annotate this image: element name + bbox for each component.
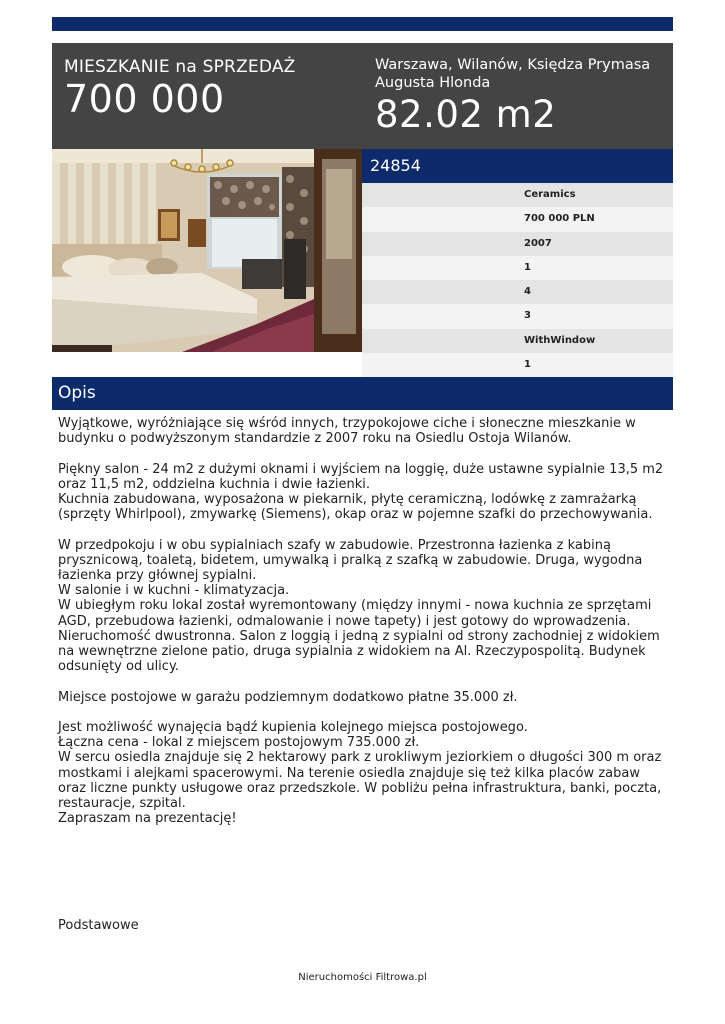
listing-price: 700 000	[64, 77, 225, 121]
property-photo	[52, 149, 362, 352]
description-section-bar	[52, 377, 673, 410]
spec-row	[362, 256, 673, 280]
footer-agency: Nieruchomości Filtrowa.pl	[298, 972, 427, 983]
top-accent-bar	[52, 17, 673, 31]
basic-section-label: Podstawowe	[58, 918, 139, 933]
spec-value: 3	[524, 310, 531, 322]
spec-table	[362, 183, 673, 377]
spec-value: WithWindow	[524, 334, 596, 346]
spec-row	[362, 353, 673, 377]
listing-area: 82.02 m2	[375, 93, 557, 136]
description-paragraph: Piękny salon - 24 m2 z dużymi oknami i wyjściem na loggię, duże ustawne sypialnie 13,5 m2 oraz 11,5 m2, oddzielna kuchnia i dwie łazienki. Kuchnia zabudowana, wyposażona w piekarnik, płytę ceramiczną, lodówkę z zamrażarką (sprzęty Whirlpool), zmywarkę (Siemens), okap oraz w pojemne szafki do przechowywania.	[58, 461, 664, 523]
description-paragraph: W przedpokoju i w obu sypialniach szafy w zabudowie. Przestronna łazienka z kabiną prysznicową, toaletą, bidetem, umywalką i pralką z szafką w zabudowie. Druga, wygodna łazienka przy głównej sypialni. W salonie i w kuchni - klimatyzacja. W ubiegłym roku lokal został wyremontowany (między innymi - nowa kuchnia ze sprzętami AGD, przebudowa łazienki, odmalowanie i nowe tapety) i jest gotowy do wprowadzenia. Nieruchomość dwustronna. Salon z loggią i jedną z sypialni od strony zachodniej z widokiem na wewnętrzne zielone patio, druga sypialnia z widokiem na Al. Rzeczypospolitą. Budynek odsunięty od ulicy.	[58, 537, 660, 675]
description-paragraph: Miejsce postojowe w garażu podziemnym dodatkowo płatne 35.000 zł.	[58, 689, 518, 705]
spec-value: Ceramics	[524, 189, 576, 200]
spec-row	[362, 280, 673, 304]
spec-value: 4	[524, 286, 531, 298]
section-title: Opis	[58, 383, 96, 403]
listing-header	[52, 43, 673, 149]
description-paragraph: Jest możliwość wynajęcia bądź kupienia kolejnego miejsca postojowego. Łączna cena - lokal z miejscem postojowym 735.000 zł. W sercu osiedla znajduje się 2 hektarowy park z urokliwym jeziorkiem o długości 300 m oraz mostkami i alejkami spacerowymi. Na terenie osiedla znajduje się też kilka placów zabaw oraz liczne punkty usługowe oraz przedszkole. W pobliżu pełna infrastruktura, banki, poczta, restauracje, szpital. Zapraszam na prezentację!	[58, 720, 662, 827]
description-text	[58, 416, 666, 826]
spec-value: 1	[524, 261, 531, 273]
listing-id-bar	[362, 149, 673, 183]
spec-row	[362, 232, 673, 256]
spec-row	[362, 183, 673, 207]
listing-id: 24854	[370, 156, 421, 175]
spec-value: 700 000 PLN	[524, 213, 595, 225]
listing-address: Warszawa, Wilanów, Księdza Prymasa Augusta Hlonda	[375, 57, 651, 91]
listing-type: MIESZKANIE na SPRZEDAŻ	[64, 57, 296, 77]
spec-row	[362, 329, 673, 353]
spec-value: 2007	[524, 237, 552, 249]
spec-row	[362, 304, 673, 328]
description-paragraph: Wyjątkowe, wyróżniające się wśród innych, trzypokojowe ciche i słoneczne mieszkanie w budynku o podwyższonym standardzie z 2007 roku na Osiedlu Ostoja Wilanów.	[58, 416, 636, 447]
spec-value: 1	[524, 359, 531, 371]
spec-row	[362, 207, 673, 231]
